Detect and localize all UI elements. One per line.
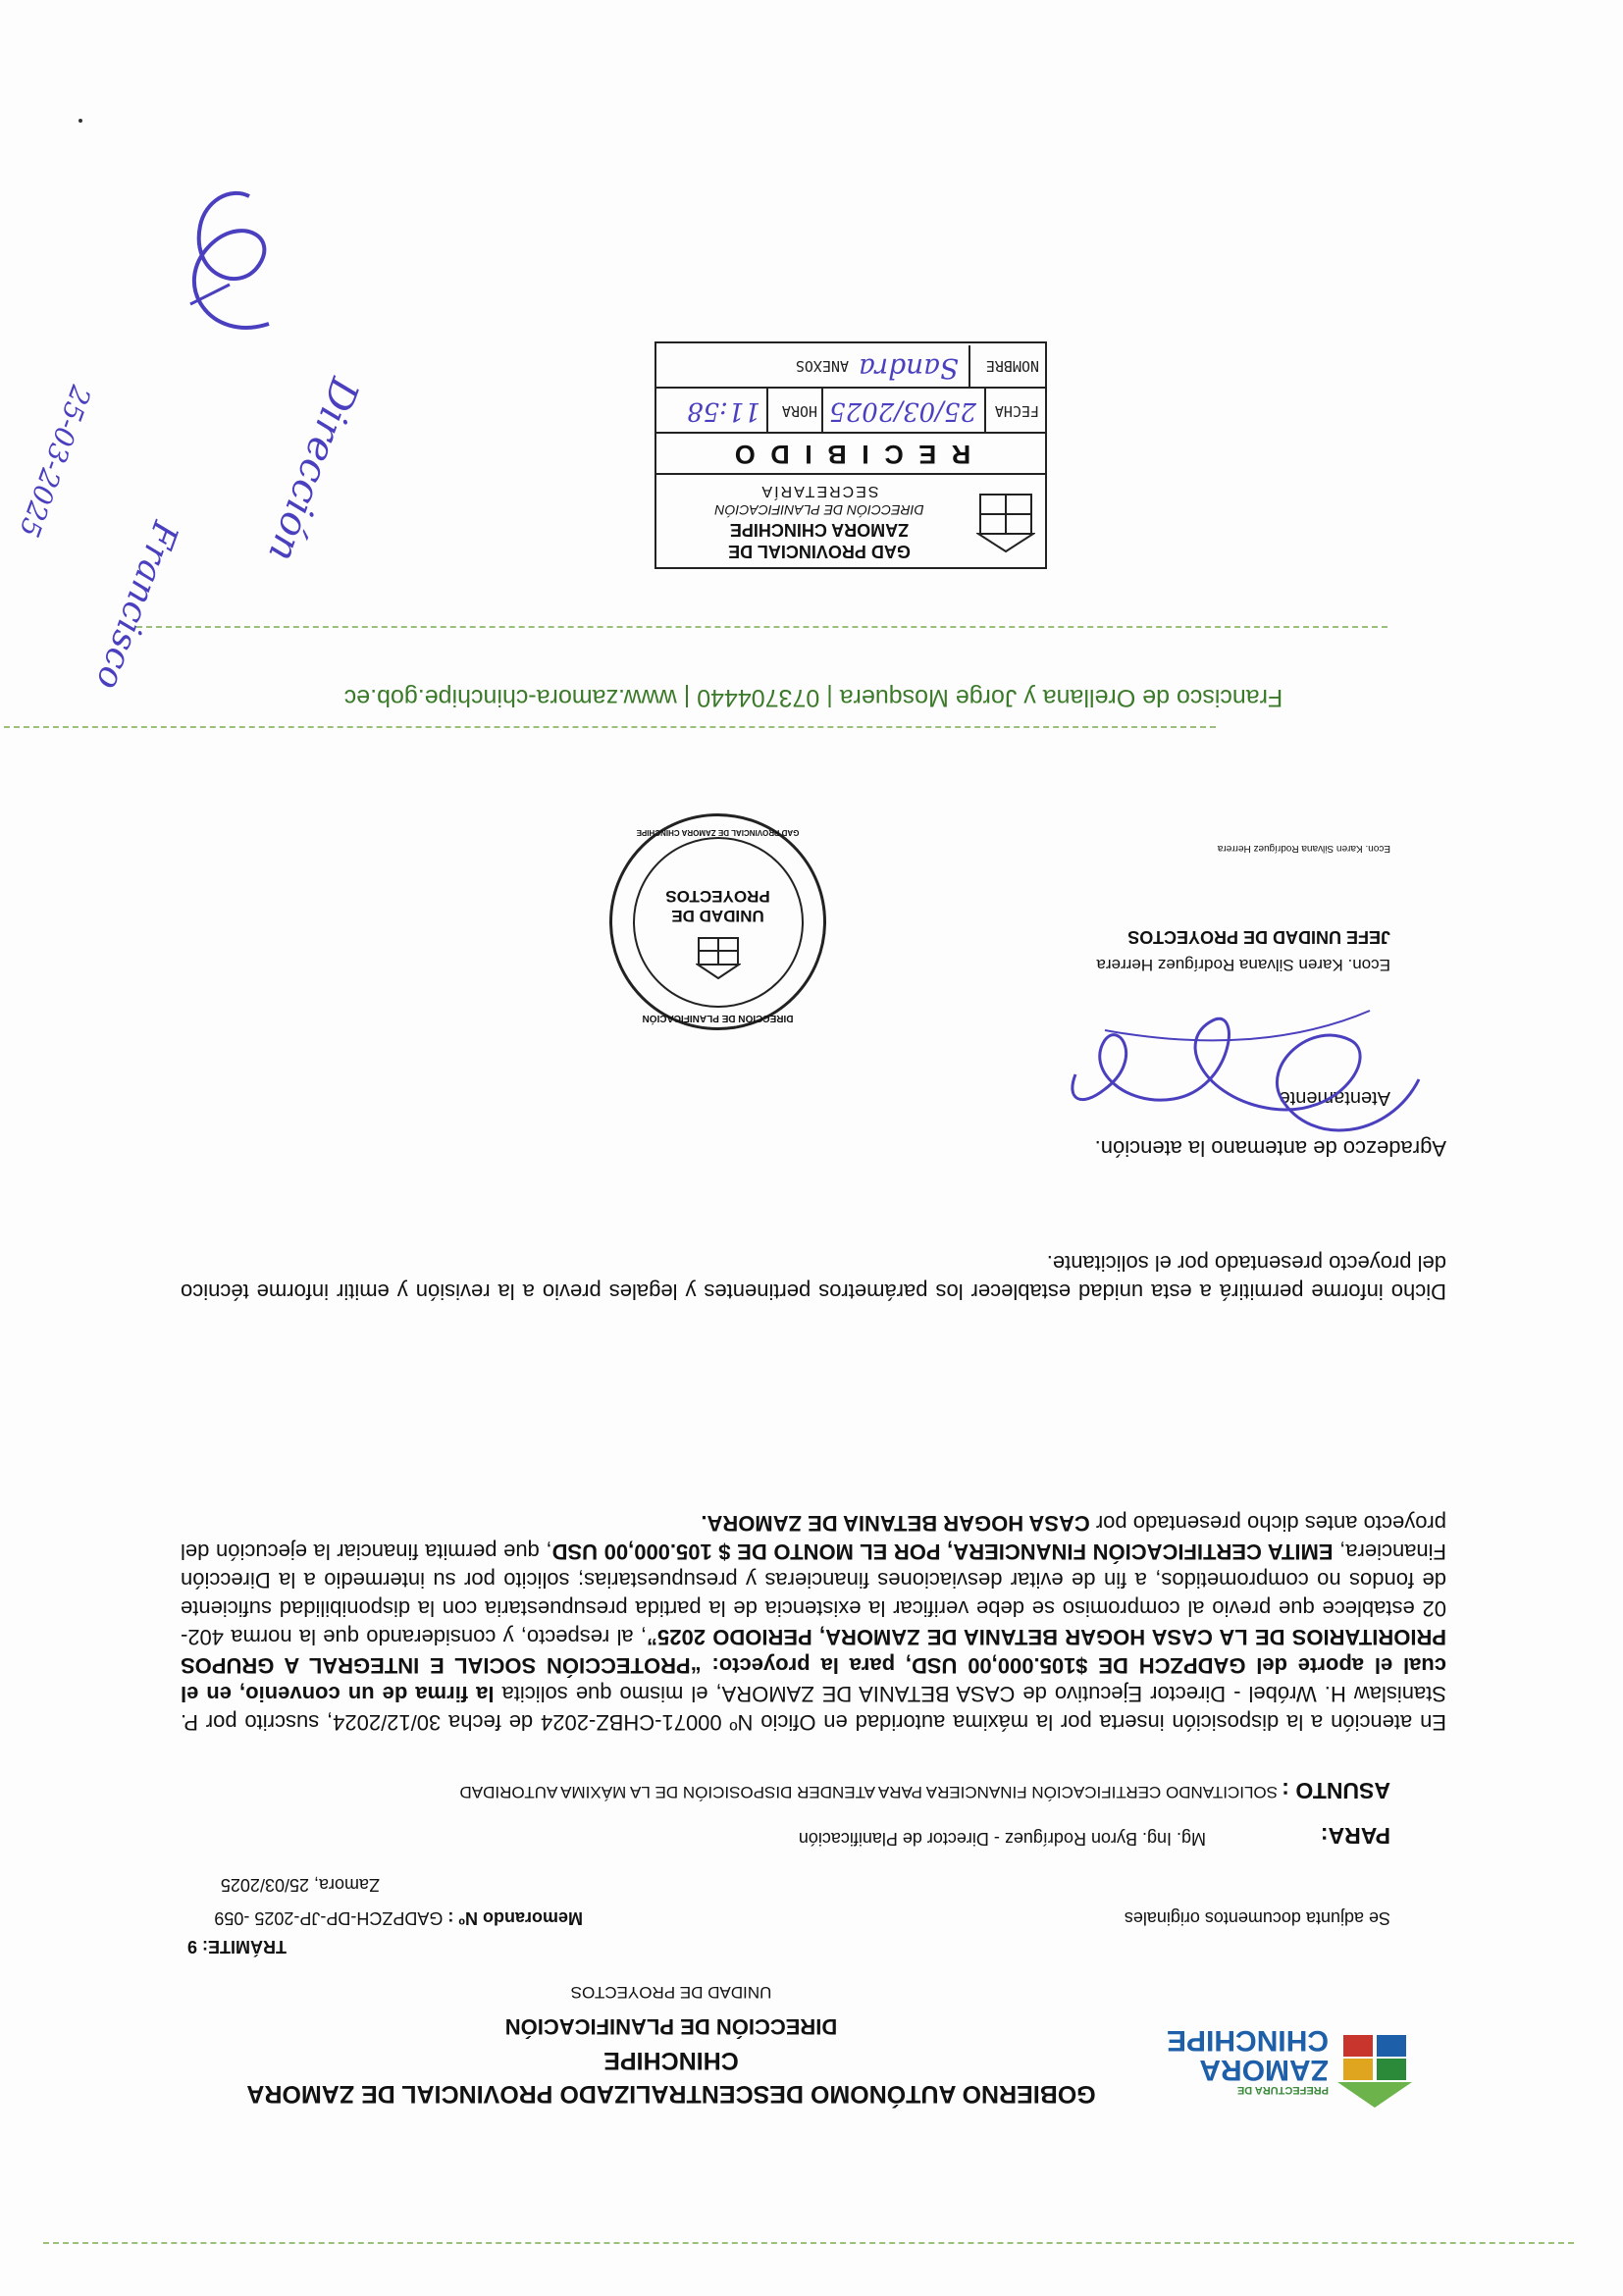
p1-project: la firma de un convenio, en el cual el aporte del GADPZCH DE $105.000,00 USD, para la proyecto: “PROTECCIÓN SOCIAL E INTEGRAL A GRUPOS PRIORITARIOS DE LA CASA HOGAR BETANIA DE ZAMORA, PERIODO 2025” <box>181 1625 1446 1706</box>
stamp-date-divider-2 <box>821 389 823 432</box>
footer-contact: Francisco de Orellana y Jorge Mosquera | 073704440 | www.zamora-chinchipe.gob.ec <box>343 684 1283 711</box>
stamp-recibido: R E C I B I D O <box>730 440 971 469</box>
footer-rule-bottom <box>136 626 1387 628</box>
body-paragraph-1 <box>181 1509 1446 1737</box>
body-paragraph-2: Dicho informe permitirá a esta unidad establecer los parámetros pertinentes y legales previo a la revisión y emitir informe técnico del proyecto presentado por el solicitante. <box>181 1251 1446 1304</box>
tramite-label: TRÁMITE: 9 <box>187 1937 287 1957</box>
stamp-name-divider-1 <box>969 345 970 387</box>
stamp-line-4: SECRETARÍA <box>759 483 879 499</box>
para-recipient: Mg. Ing. Byron Rodríguez - Director de Planificación <box>798 1829 1206 1849</box>
stamp-emblem-icon <box>976 489 1035 553</box>
seal-center-2: PROYECTOS <box>665 887 770 906</box>
seal-emblem-icon <box>696 935 741 980</box>
logo-prefecture-label: PREFECTURA DE <box>1236 2084 1329 2096</box>
seal-bottom-text: GAD PROVINCIAL DE ZAMORA CHINCHIPE <box>636 828 800 837</box>
asunto-value: SOLICITANDO CERTIFICACIÓN FINANCIERA PARA ATENDER DISPOSICIÓN DE LA MÁXIMA AUTORIDAD <box>459 1783 1278 1801</box>
handwritten-name: Francisco <box>87 515 185 696</box>
asunto-label: ASUNTO : <box>1282 1778 1390 1803</box>
memo-number-label: Memorando Nº : <box>447 1908 583 1928</box>
stamp-anexos-label: ANEXOS <box>795 357 849 375</box>
stamp-fecha-label: FECHA <box>994 402 1039 420</box>
direction-title: DIRECCIÓN DE PLANIFICACIÓN <box>504 2014 838 2039</box>
unit-title: UNIDAD DE PROYECTOS <box>570 1983 772 2002</box>
stamp-date-divider-3 <box>766 389 768 432</box>
footer-rule-top <box>0 726 1216 728</box>
stamp-fecha-value: 25/03/2025 <box>829 396 976 426</box>
logo-text <box>1166 2024 1329 2096</box>
stamp-header <box>656 473 1045 567</box>
prefecture-logo <box>1166 2024 1412 2110</box>
para-label: PARA: <box>1320 1823 1390 1849</box>
stamp-hora-label: HORA <box>781 402 817 420</box>
stamp-name-row <box>656 345 1045 387</box>
logo-house-icon <box>1334 2031 1412 2110</box>
logo-name-1: ZAMORA <box>1199 2054 1329 2086</box>
seal-center-1: UNIDAD DE <box>671 907 764 925</box>
p1-purpose: , que permita financiar la ejecución del proyecto antes dicho presentado por <box>181 1511 1446 1564</box>
signer-role: JEFE UNIDAD DE PROYECTOS <box>1127 927 1390 947</box>
closing: Atentamente <box>1279 1087 1390 1109</box>
stamp-line-3: DIRECCIÓN DE PLANIFICACIÓN <box>714 502 924 518</box>
place-date: Zamora, 25/03/2025 <box>220 1875 380 1895</box>
header-divider <box>43 2242 1574 2244</box>
stamp-line-1: GAD PROVINCIAL DE <box>728 542 911 561</box>
signer-initials: Econ. Karen Silvana Rodríguez Herrera <box>1217 843 1390 854</box>
received-stamp <box>654 341 1047 569</box>
org-line-2: CHINCHIPE <box>603 2047 739 2074</box>
scan-dot <box>79 119 82 123</box>
stamp-hora-value: 11:58 <box>687 396 760 426</box>
handwritten-date: 25-03-2025 <box>12 381 97 542</box>
memo-number-row <box>214 1907 583 1928</box>
handwritten-note: Dirección <box>259 372 367 568</box>
attachments-note: Se adjunta documentos originales <box>1124 1908 1390 1928</box>
p1-norm: , al respecto, y considerando que la norma 402-02 establece que previo al compromiso se debe verificar la existencia de la partida presupuestaria con la disponibilidad suficiente de fondos no comprometidos, a fin de evitar desviaciones financieras y presupuestarias; solicito por su intermedio a la Dirección Financiera, <box>181 1539 1446 1649</box>
p1-beneficiary: CASA HOGAR BETANIA DE ZAMORA. <box>701 1511 1090 1536</box>
p1-intro: En atención a la disposición inserta por la máxima autoridad en Oficio Nº 00071-CHBZ-2024 de fecha 30/12/2024, suscrito por P. Stanislaw H. Wróbel - Director Ejecutivo de CASA BETANIA DE ZAMORA, el mismo que solicita <box>181 1682 1446 1735</box>
handwritten-scribble <box>161 177 298 343</box>
logo-name-2: CHINCHIPE <box>1166 2024 1329 2057</box>
body-paragraph-3: Agradezco de antemano la atención. <box>1094 1136 1446 1161</box>
handwritten-signature <box>1056 991 1429 1158</box>
unit-round-seal <box>609 813 826 1030</box>
signer-name: Econ. Karen Silvana Rodríguez Herrera <box>1096 956 1390 974</box>
stamp-recibido-row <box>656 432 1045 473</box>
stamp-line-2: ZAMORA CHINCHIPE <box>729 520 910 540</box>
memo-number-value: GADPZCH-DP-JP-2025 -059 <box>214 1908 444 1928</box>
stamp-nombre-value: Sandra <box>859 352 959 385</box>
stamp-date-row <box>656 387 1045 432</box>
stamp-nombre-label: NOMBRE <box>985 357 1039 375</box>
seal-top-text: DIRECCIÓN DE PLANIFICACIÓN <box>642 1013 794 1023</box>
p1-request: EMITA CERTIFICACIÓN FINANCIERA, POR EL MONTO DE $ 105.000,00 USD <box>551 1539 1334 1564</box>
org-line-1: GOBIERNO AUTÓNOMO DESCENTRALIZADO PROVINCIAL DE ZAMORA <box>246 2080 1096 2108</box>
para-value <box>799 1828 1206 1849</box>
stamp-date-divider-1 <box>984 389 986 432</box>
